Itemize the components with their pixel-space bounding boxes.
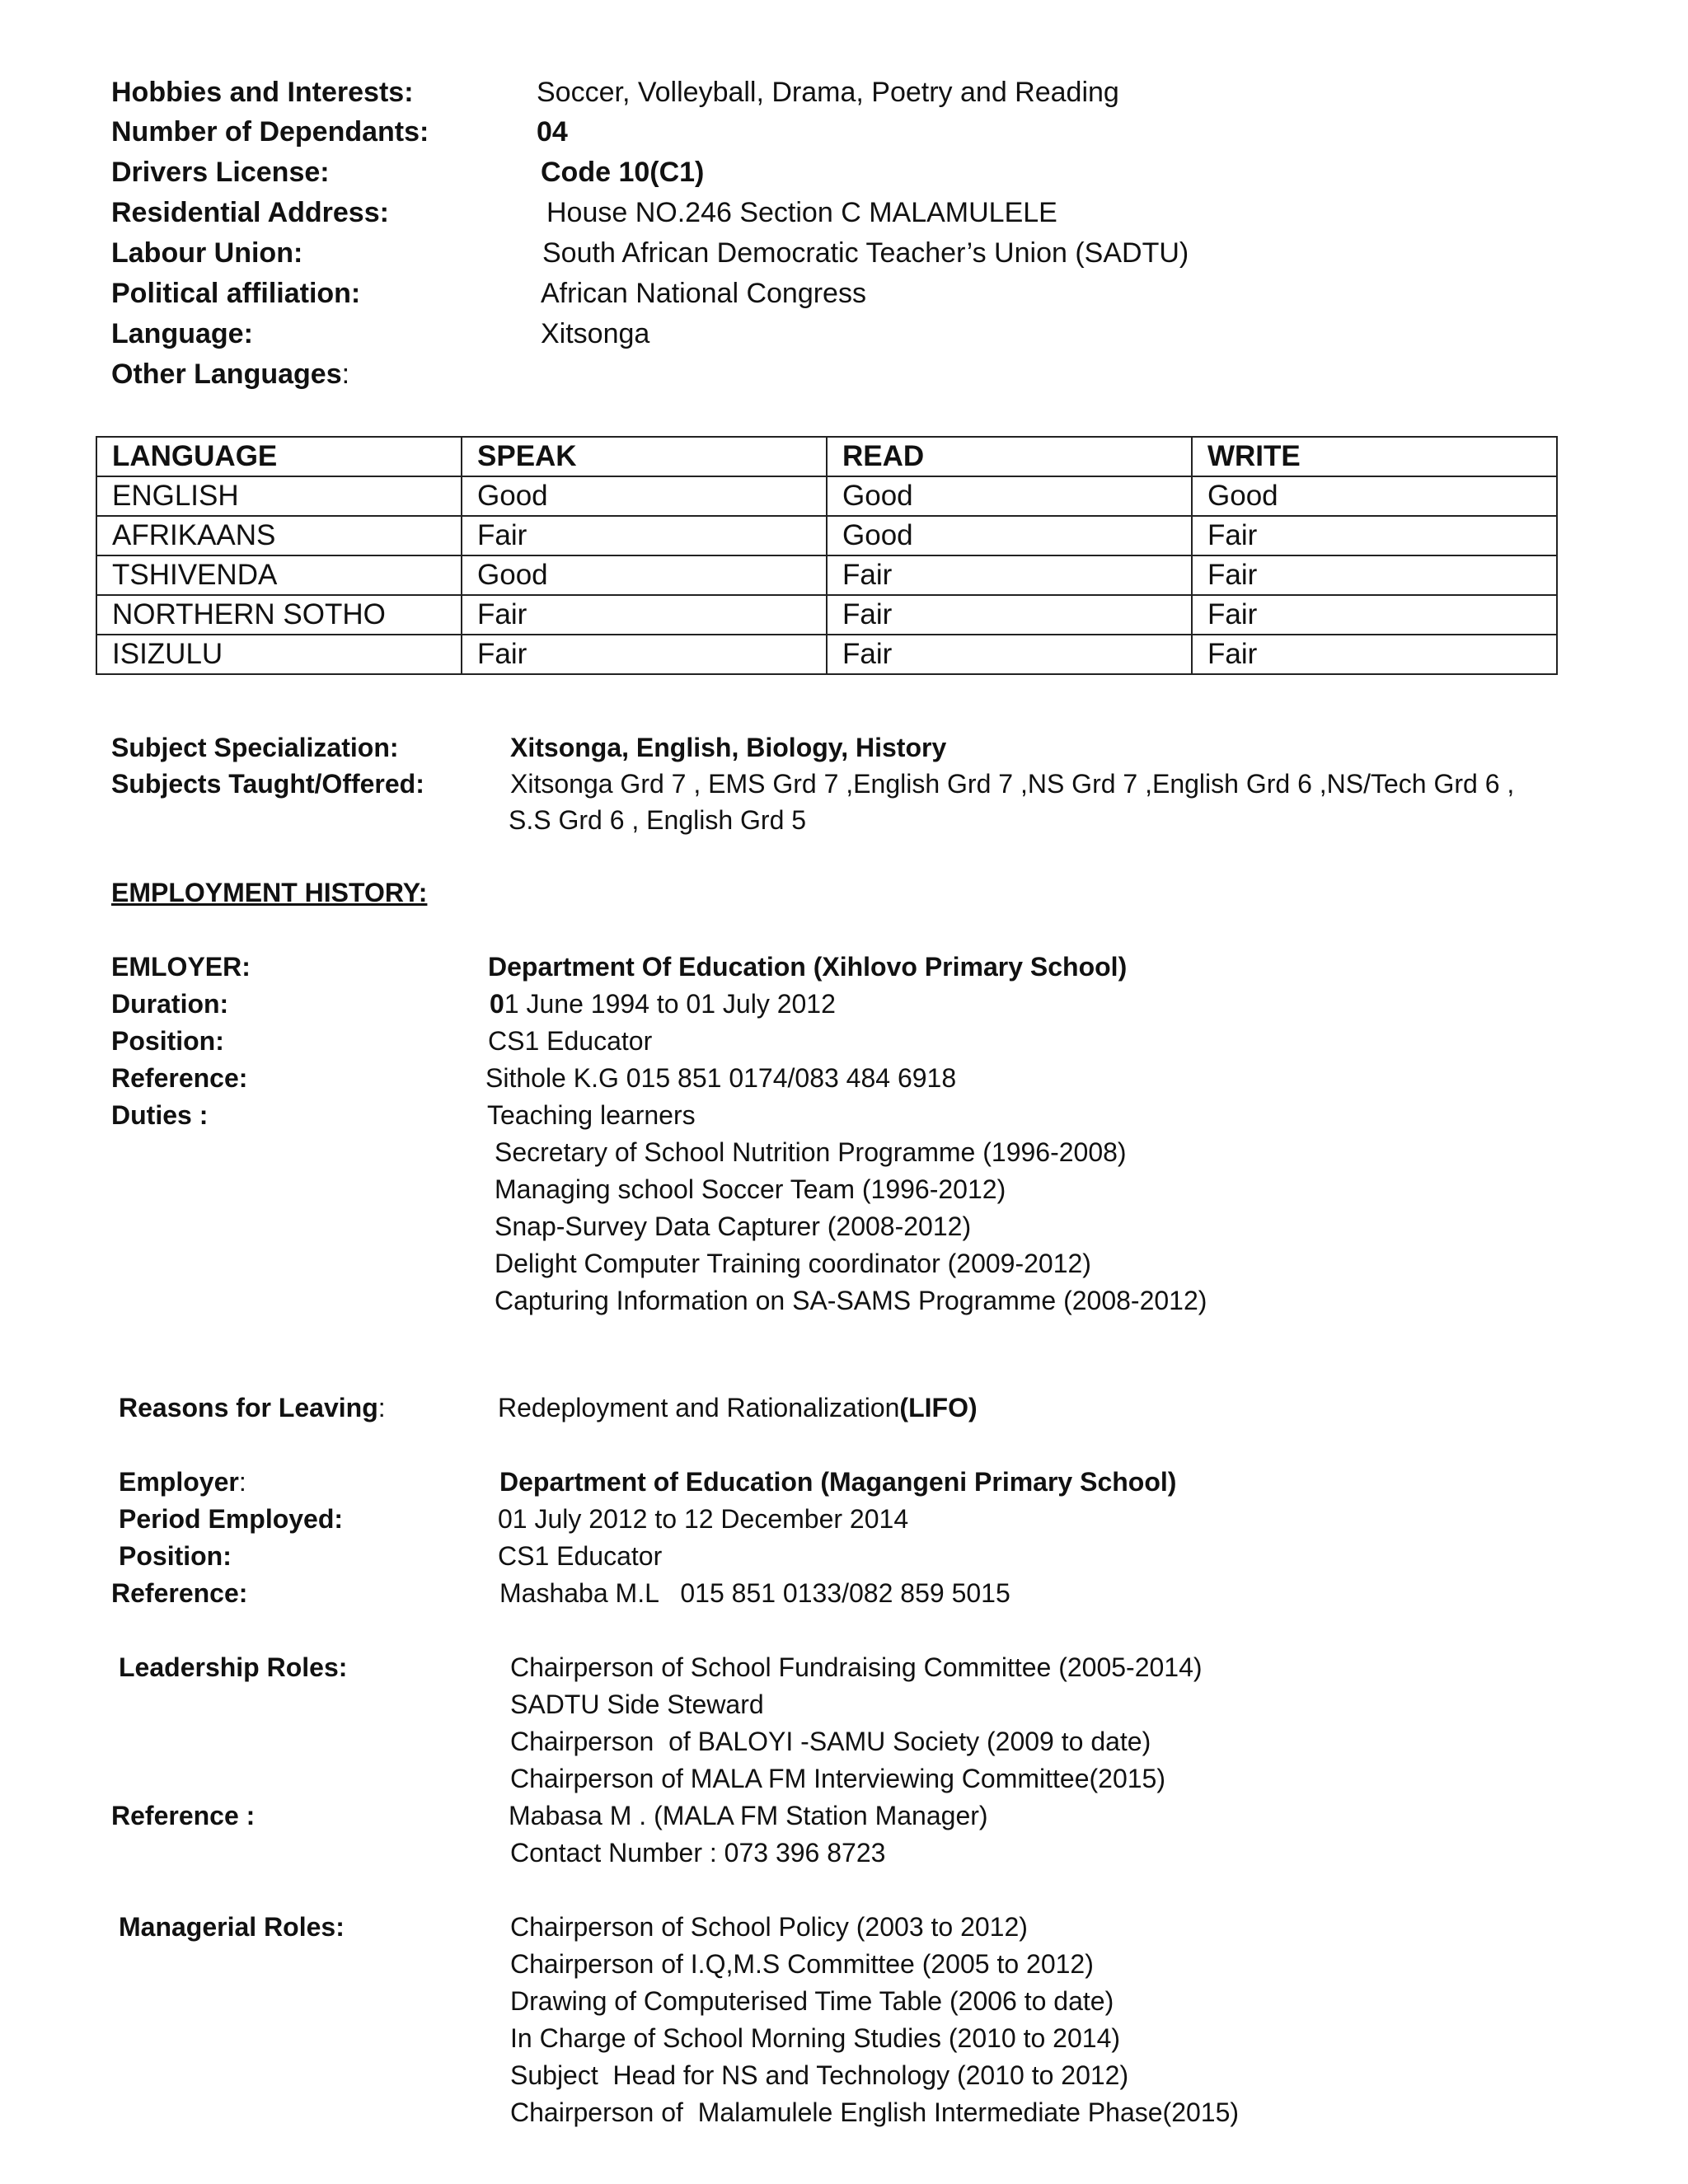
employer-label: EMLOYER: xyxy=(111,952,251,982)
other-languages-colon: : xyxy=(341,359,350,390)
position2-label: Position: xyxy=(119,1541,232,1571)
subject-specialization-value: Xitsonga, English, Biology, History xyxy=(510,733,947,762)
duty-item: Secretary of School Nutrition Programme (1996-2008) xyxy=(495,1137,1127,1167)
column-header: LANGUAGE xyxy=(96,437,462,476)
table-cell: Fair xyxy=(462,635,827,674)
dependants-value: 04 xyxy=(537,116,568,148)
employer2-colon: : xyxy=(238,1467,246,1497)
table-cell: ENGLISH xyxy=(96,476,462,516)
table-cell: NORTHERN SOTHO xyxy=(96,595,462,635)
employer2-label-wrap xyxy=(119,1466,246,1497)
table-cell: Good xyxy=(462,555,827,595)
table-cell: Good xyxy=(462,476,827,516)
leaving-value: Redeployment and Rationalization xyxy=(498,1393,900,1422)
reference2-value: Mashaba M.L 015 851 0133/082 859 5015 xyxy=(499,1578,1010,1608)
language-label: Language: xyxy=(111,318,253,349)
subject-specialization-label: Subject Specialization: xyxy=(111,733,399,762)
employer-value: Department Of Education (Xihlovo Primary School) xyxy=(488,952,1128,982)
table-cell: Fair xyxy=(827,595,1192,635)
hobbies-value: Soccer, Volleyball, Drama, Poetry and Reading xyxy=(537,77,1119,108)
leadership-item: SADTU Side Steward xyxy=(510,1690,764,1719)
employer2-label: Employer xyxy=(119,1467,239,1497)
leaving-value-bold: (LIFO) xyxy=(899,1393,978,1422)
leadership-reference-value: Mabasa M . (MALA FM Station Manager) xyxy=(509,1801,988,1830)
leaving-label-wrap xyxy=(119,1392,386,1423)
language-table-header xyxy=(96,437,1557,476)
language-table xyxy=(96,436,1558,675)
table-cell: TSHIVENDA xyxy=(96,555,462,595)
managerial-item: Chairperson of Malamulele English Intermediate Phase(2015) xyxy=(510,2097,1240,2127)
table-row xyxy=(96,555,1557,595)
column-header: SPEAK xyxy=(462,437,827,476)
table-cell: AFRIKAANS xyxy=(96,516,462,555)
language-value: Xitsonga xyxy=(541,318,650,349)
leaving-colon: : xyxy=(377,1393,386,1422)
duty-item: Managing school Soccer Team (1996-2012) xyxy=(495,1174,1006,1204)
duties-first: Teaching learners xyxy=(487,1100,696,1130)
table-cell: Fair xyxy=(462,595,827,635)
employer2-value: Department of Education (Magangeni Primary School) xyxy=(499,1467,1177,1497)
labour-union-label: Labour Union: xyxy=(111,237,303,269)
contact-number: Contact Number : 073 396 8723 xyxy=(510,1838,886,1868)
managerial-item: Chairperson of I.Q,M.S Committee (2005 to 2012) xyxy=(510,1949,1094,1979)
managerial-item: Drawing of Computerised Time Table (2006 to date) xyxy=(510,1986,1114,2016)
column-header: WRITE xyxy=(1192,437,1557,476)
leadership-item: Chairperson of BALOYI -SAMU Society (2009 to date) xyxy=(510,1727,1151,1756)
table-cell: Good xyxy=(1192,476,1557,516)
subjects-taught-line-2: S.S Grd 6 , English Grd 5 xyxy=(509,805,807,835)
leadership-item: Chairperson of School Fundraising Committee (2005-2014) xyxy=(510,1652,1203,1682)
position-value: CS1 Educator xyxy=(488,1026,653,1056)
table-cell: Fair xyxy=(462,516,827,555)
labour-union-value: South African Democratic Teacher’s Union (SADTU) xyxy=(542,237,1189,269)
other-languages-label: Other Languages xyxy=(111,359,342,390)
table-cell: Fair xyxy=(827,555,1192,595)
table-cell: ISIZULU xyxy=(96,635,462,674)
dependants-label: Number of Dependants: xyxy=(111,116,429,148)
drivers-license-value: Code 10(C1) xyxy=(541,157,705,188)
reference-value: Sithole K.G 015 851 0174/083 484 6918 xyxy=(485,1063,957,1093)
leadership-reference-label: Reference : xyxy=(111,1801,256,1830)
political-label: Political affiliation: xyxy=(111,278,361,309)
leaving-value-wrap xyxy=(498,1392,978,1423)
leadership-label: Leadership Roles: xyxy=(119,1652,348,1682)
duration-first-char: 0 xyxy=(490,989,504,1019)
table-cell: Fair xyxy=(1192,635,1557,674)
address-value: House NO.246 Section C MALAMULELE xyxy=(546,197,1057,228)
hobbies-label: Hobbies and Interests: xyxy=(111,77,414,108)
table-cell: Fair xyxy=(1192,595,1557,635)
table-cell: Fair xyxy=(1192,555,1557,595)
duties-label: Duties : xyxy=(111,1100,209,1130)
table-cell: Fair xyxy=(827,635,1192,674)
duration-value xyxy=(490,988,836,1019)
duty-item: Delight Computer Training coordinator (2009-2012) xyxy=(495,1249,1091,1278)
managerial-item: In Charge of School Morning Studies (2010 to 2014) xyxy=(510,2023,1121,2053)
other-languages-heading xyxy=(111,358,349,391)
employment-history-heading: EMPLOYMENT HISTORY: xyxy=(111,878,428,907)
managerial-label: Managerial Roles: xyxy=(119,1912,345,1942)
drivers-license-label: Drivers License: xyxy=(111,157,330,188)
subjects-taught-line-1: Xitsonga Grd 7 , EMS Grd 7 ,English Grd 7 ,NS Grd 7 ,English Grd 6 ,NS/Tech Grd 6 , xyxy=(510,769,1515,799)
managerial-item: Chairperson of School Policy (2003 to 2012) xyxy=(510,1912,1028,1942)
table-cell: Good xyxy=(827,516,1192,555)
column-header: READ xyxy=(827,437,1192,476)
table-row xyxy=(96,595,1557,635)
subjects-taught-label: Subjects Taught/Offered: xyxy=(111,769,424,799)
table-row xyxy=(96,476,1557,516)
leadership-item: Chairperson of MALA FM Interviewing Committee(2015) xyxy=(510,1764,1165,1793)
duty-item: Snap-Survey Data Capturer (2008-2012) xyxy=(495,1212,972,1241)
duty-item: Capturing Information on SA-SAMS Programme (2008-2012) xyxy=(495,1286,1207,1315)
managerial-item: Subject Head for NS and Technology (2010 to 2012) xyxy=(510,2060,1129,2090)
table-row xyxy=(96,635,1557,674)
leaving-label: Reasons for Leaving xyxy=(119,1393,378,1422)
address-label: Residential Address: xyxy=(111,197,389,228)
table-cell: Fair xyxy=(1192,516,1557,555)
political-value: African National Congress xyxy=(541,278,866,309)
period-label: Period Employed: xyxy=(119,1504,344,1534)
duration-rest: 1 June 1994 to 01 July 2012 xyxy=(504,989,836,1019)
period-value: 01 July 2012 to 12 December 2014 xyxy=(498,1504,909,1534)
table-cell: Good xyxy=(827,476,1192,516)
reference2-label: Reference: xyxy=(111,1578,248,1608)
position2-value: CS1 Educator xyxy=(498,1541,663,1571)
table-row xyxy=(96,516,1557,555)
duration-label: Duration: xyxy=(111,989,229,1019)
position-label: Position: xyxy=(111,1026,224,1056)
reference-label: Reference: xyxy=(111,1063,248,1093)
